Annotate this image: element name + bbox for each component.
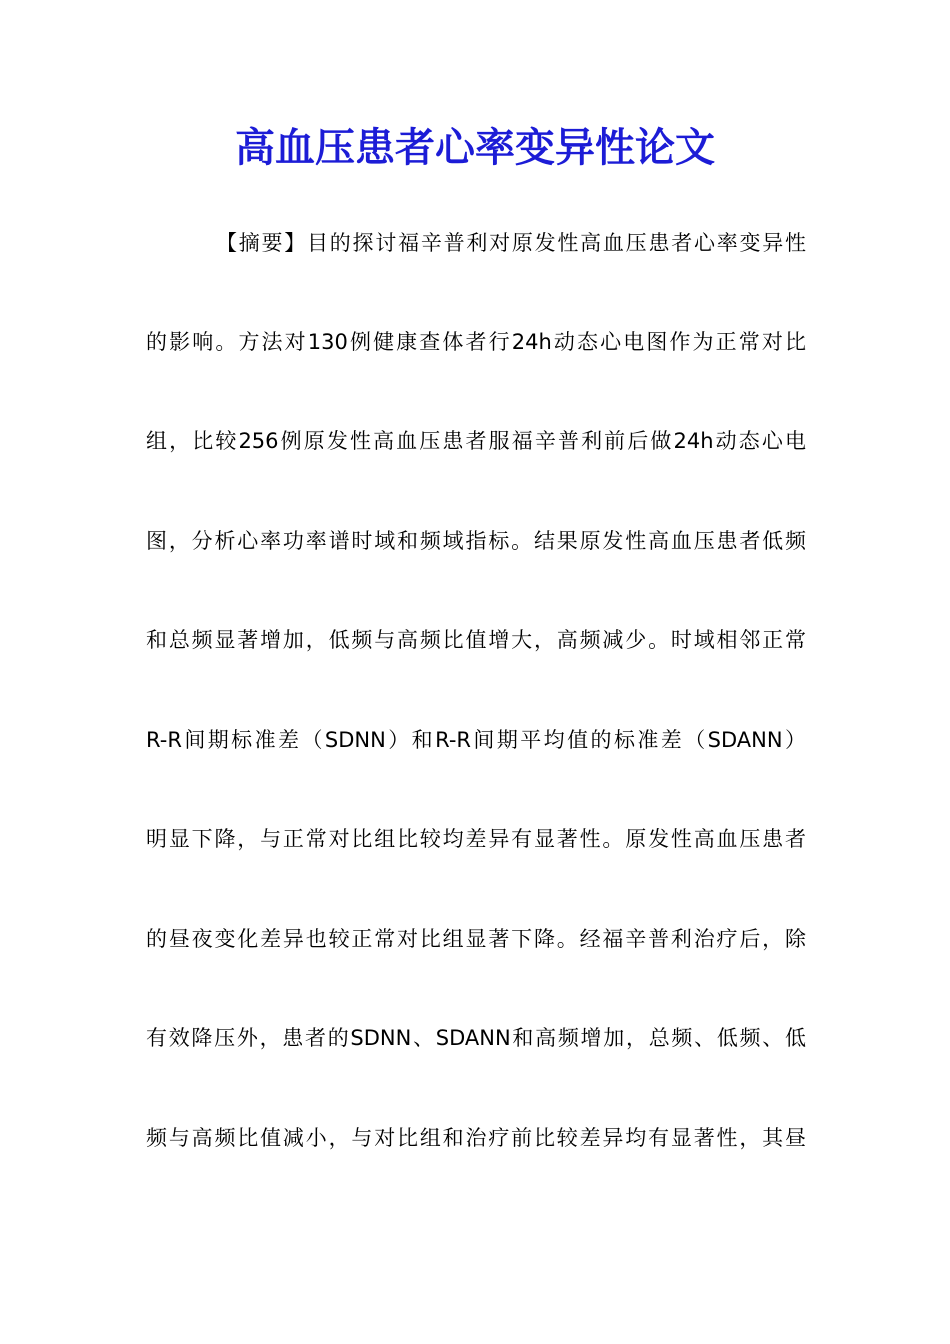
paragraph-line: 和总频显著增加，低频与高频比值增大，高频减少。时域相邻正常 — [146, 628, 806, 652]
paragraph-line: 的影响。方法对130例健康查体者行24h动态心电图作为正常对比 — [146, 330, 806, 354]
paragraph-line: 的昼夜变化差异也较正常对比组显著下降。经福辛普利治疗后，除 — [146, 927, 806, 951]
paragraph-line: 组，比较256例原发性高血压患者服福辛普利前后做24h动态心电 — [146, 429, 806, 453]
paragraph-line: 【摘要】目的探讨福辛普利对原发性高血压患者心率变异性 — [216, 231, 806, 255]
paragraph-line: 明显下降，与正常对比组比较均差异有显著性。原发性高血压患者 — [146, 827, 806, 851]
paragraph-line: 有效降压外，患者的SDNN、SDANN和高频增加，总频、低频、低 — [146, 1026, 806, 1050]
paragraph-line: 频与高频比值减小，与对比组和治疗前比较差异均有显著性，其昼 — [146, 1126, 806, 1150]
document-title: 高血压患者心率变异性论文 — [235, 124, 715, 171]
paragraph-line: R-R间期标准差（SDNN）和R-R间期平均值的标准差（SDANN） — [146, 728, 806, 752]
paragraph-line: 图，分析心率功率谱时域和频域指标。结果原发性高血压患者低频 — [146, 529, 806, 553]
